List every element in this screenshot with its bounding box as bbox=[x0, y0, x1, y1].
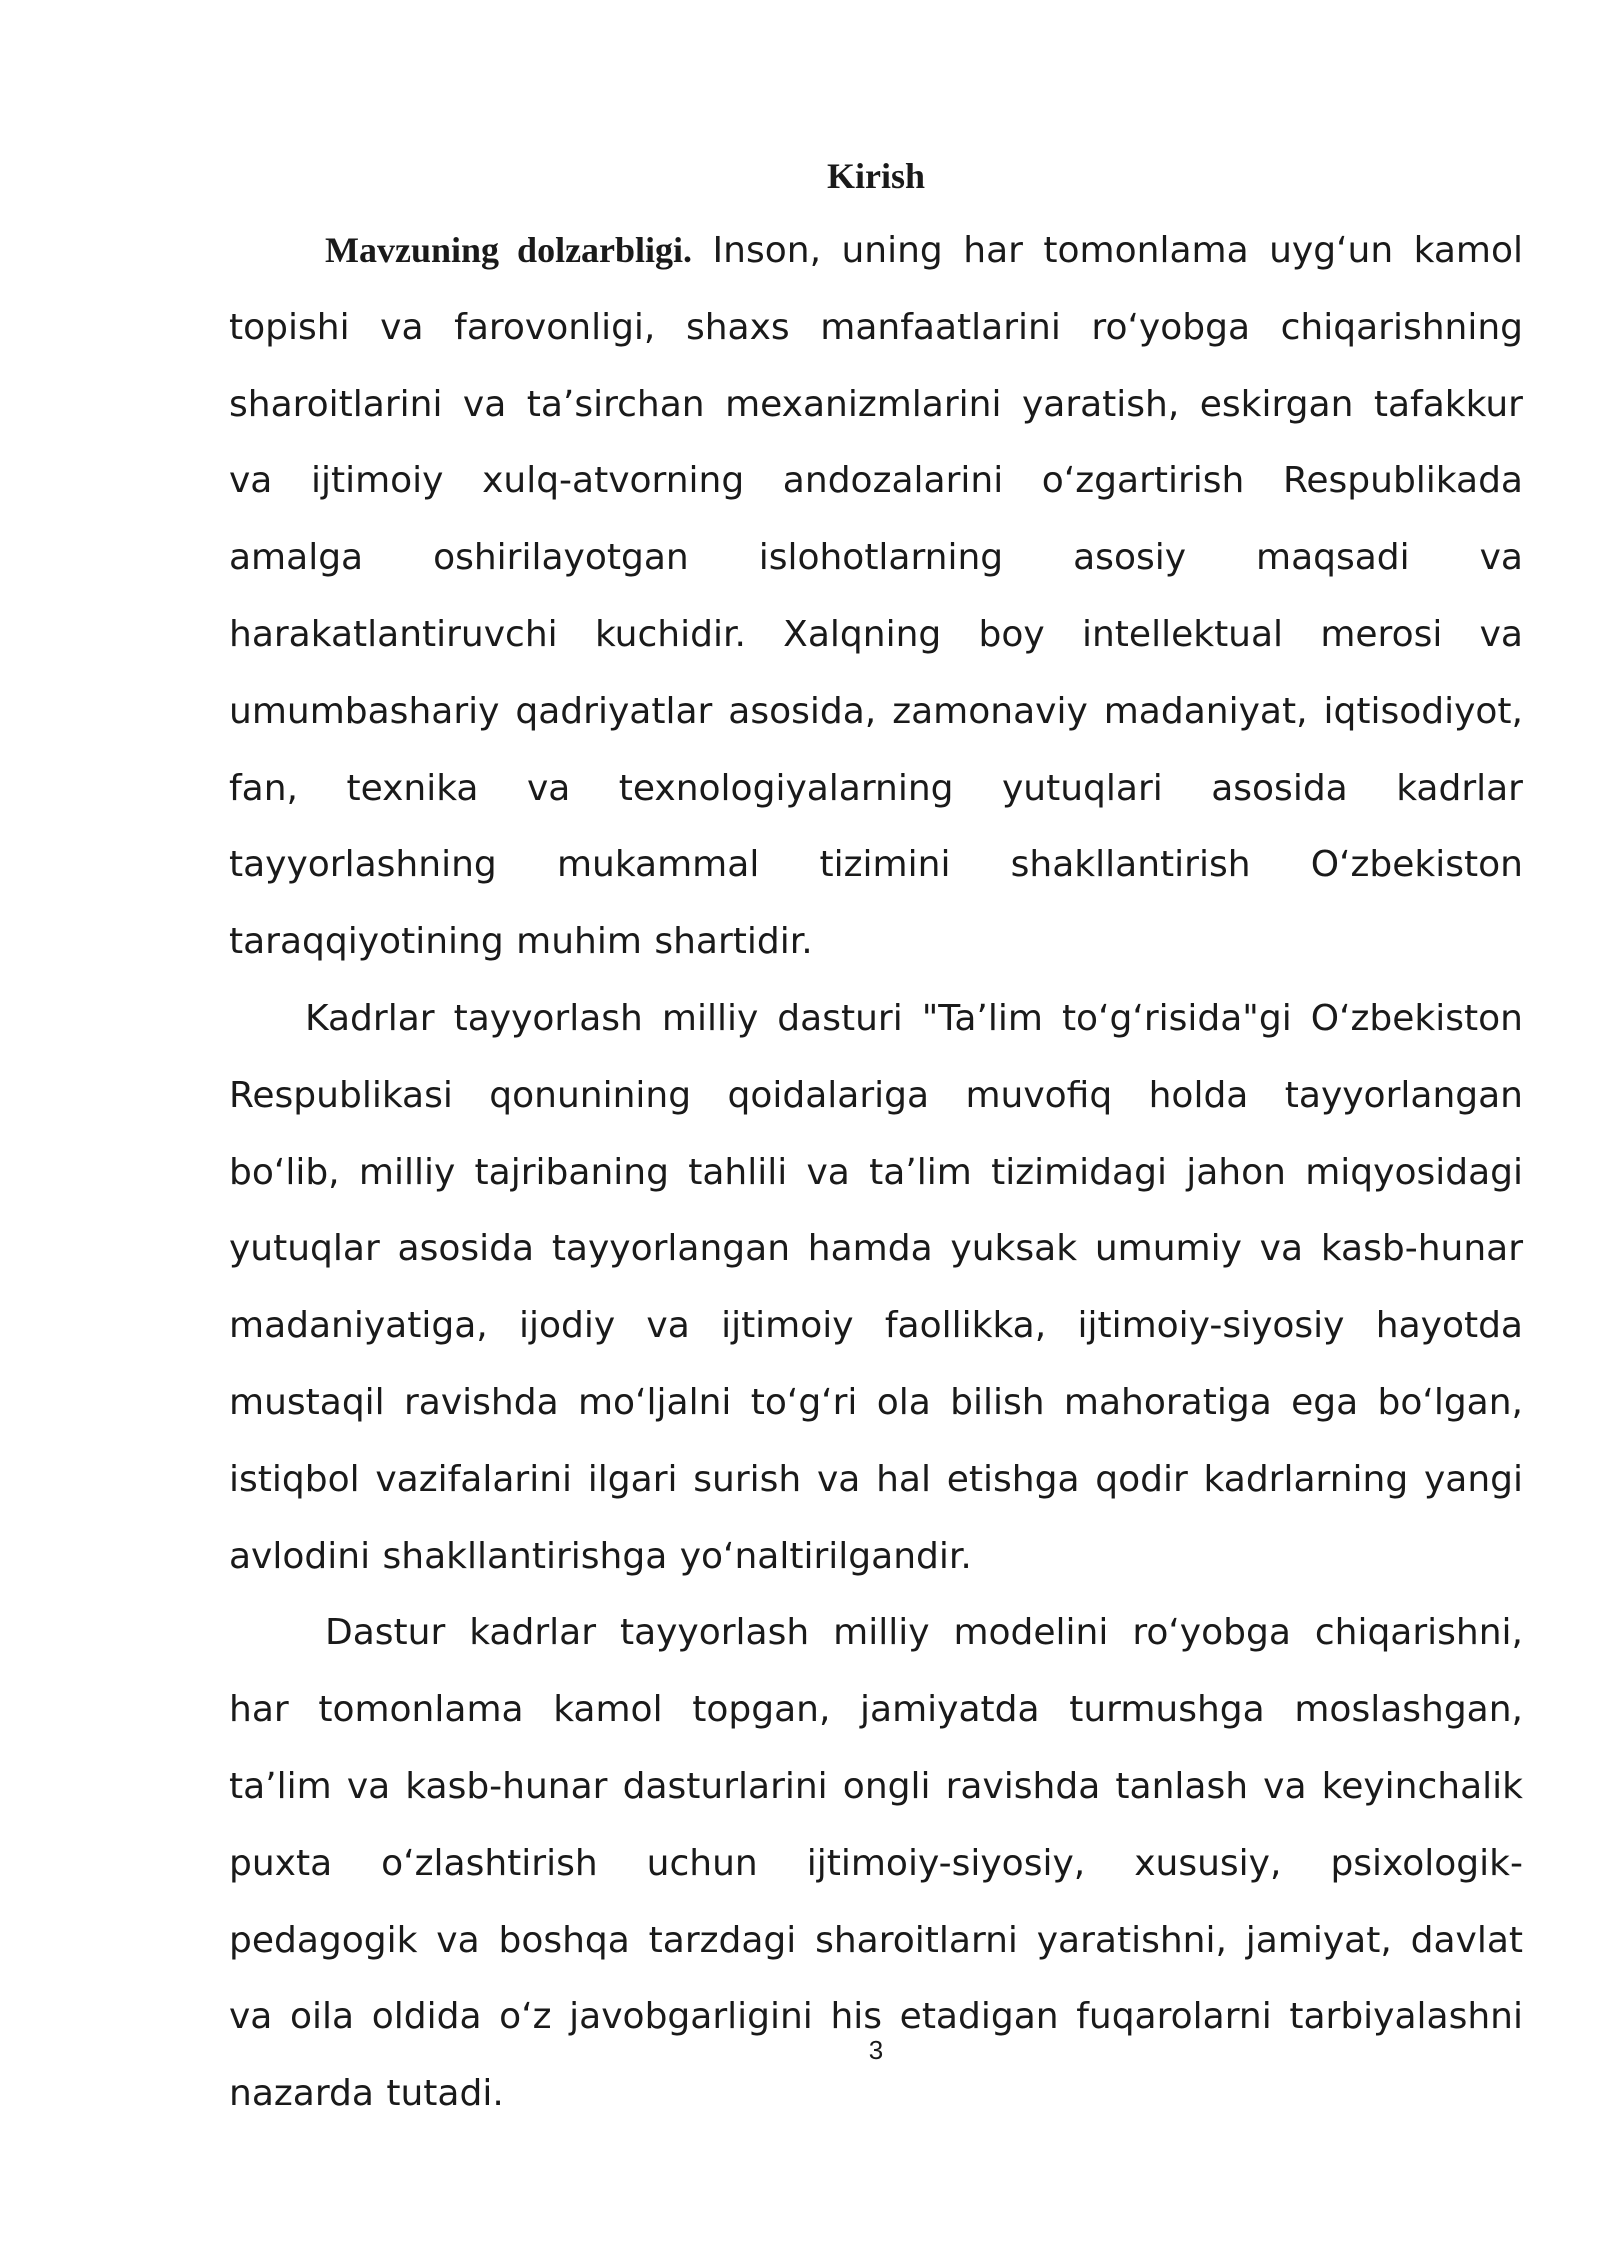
paragraph-text: Inson, uning har tomonlama uygʻun kamol topishi va farovonligi, shaxs manfaatlarini roʻyobga chiqarishning sharoitlarini va taʼsirchan mexanizmlarini yaratish, eskirgan tafakkur va ijtimoiy xulq-atvorning andozalarini oʻzgartirish Respublikada amalga oshirilayotgan islohotlarning asosiy maqsadi va harakatlantiruvchi kuchidir. Xalqning boy intellektual merosi va umumbashariy qadriyatlar asosida, zamonaviy madaniyat, iqtisodiyot, fan, texnika va texnologiyalarning yutuqlari asosida kadrlar tayyorlashning mukammal tizimini shakllantirish Oʻzbekiston taraqqiyotining muhim shartidir. bbox=[229, 230, 1524, 963]
section-title: Kirish bbox=[826, 156, 925, 196]
paragraph-national-program bbox=[229, 981, 1523, 1595]
paragraph-relevance bbox=[229, 212, 1523, 981]
paragraph-lead-heading: Mavzuning dolzarbligi. bbox=[325, 230, 693, 270]
paragraph-text: Kadrlar tayyorlash milliy dasturi "Taʼlim toʻgʻrisida"gi Oʻzbekiston Respublikasi qonunining qoidalariga muvofiq holda tayyorlangan boʻlib, milliy tajribaning tahlili va taʼlim tizimidagi jahon miqyosidagi yutuqlar asosida tayyorlangan hamda yuksak umumiy va kasb-hunar madaniyatiga, ijodiy va ijtimoiy faollikka, ijtimoiy-siyosiy hayotda mustaqil ravishda moʻljalni toʻgʻri ola bilish mahoratiga ega boʻlgan, istiqbol vazifalarini ilgari surish va hal etishga qodir kadrlarning yangi avlodini shakllantirishga yoʻnaltirilgandir. bbox=[229, 997, 1523, 1577]
page-number: 3 bbox=[868, 2035, 884, 2065]
paragraph-text: Dastur kadrlar tayyorlash milliy modelini roʻyobga chiqarishni, har tomonlama kamol topgan, jamiyatda turmushga moslashgan, taʼlim va kasb-hunar dasturlarini ongli ravishda tanlash va keyinchalik puxta oʻzlashtirish uchun ijtimoiy-siyosiy, xususiy, psixologik-pedagogik va boshqa tarzdagi sharoitlarni yaratishni, jamiyat, davlat va oila oldida oʻz javobgarligini his etadigan fuqarolarni tarbiyalashni nazarda tutadi. bbox=[229, 1612, 1523, 2115]
body-text bbox=[229, 212, 1523, 2133]
